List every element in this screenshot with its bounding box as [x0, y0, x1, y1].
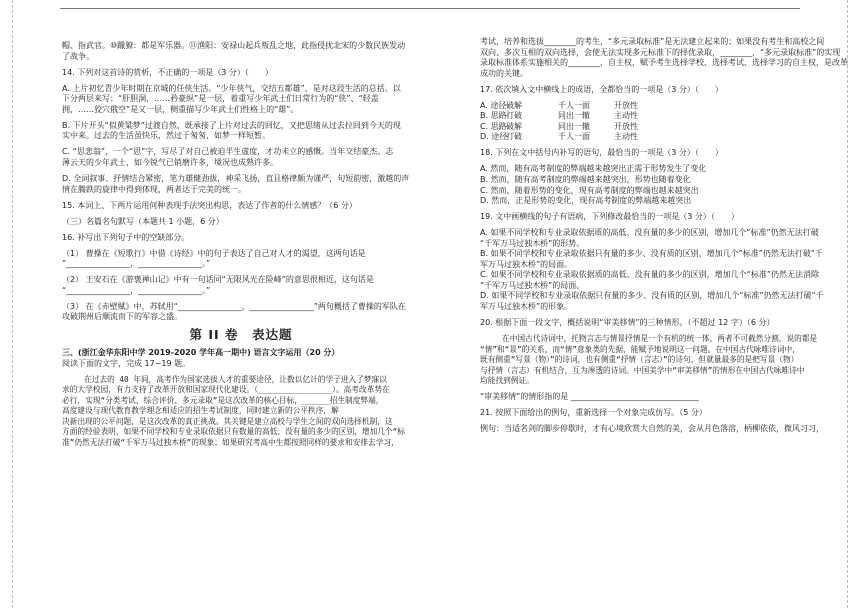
text-line: 在过去的 40 年间，高考作为国家选拔人才的重要途径，让数以亿计的学子进入了梦寐以 [84, 374, 387, 384]
text-line: 15. 本词上、下两片运用何种表现手法突出构思，表达了作者的什么情感？（6 分） [62, 200, 357, 210]
text-line: 例句：当适名剑的脚步停歇时，才有心境欣赏大自然的美，会从月色落溶，柄柳依依，微风习习， [480, 424, 824, 434]
text-line: “情”和“景”的关系，而“情”意象类的先据，能赋予地说明这一问题。在中国古代咏唯诗词中， [480, 344, 800, 354]
option-cell: A. 途径 [480, 100, 507, 110]
option-cell: 破解 [506, 121, 522, 131]
text-line: 高度建设与现代教育教学理念相适应的招生考试制度，同时建立新的公平秩序，解 [62, 406, 339, 416]
text-line: C. 如果不同学校和专业录取依据质的高低、没有量的多少的区别，增加几个“标准”仍然无法消除 [480, 270, 819, 280]
text-line: 与抒情（言志）有机结合，互为渗透的诗词。中国美学中“审美移情”的情形在中国古代咏唯诗中 [480, 365, 805, 375]
text-line: C. “思悲翁”，一个“思”字，写尽了对自己被迫半生虚度，才功未立的感慨。当年交结豪杰、志 [62, 147, 394, 157]
text-line: 既有侧重“写景（物）”的诗词，也有侧重“抒情（言志）”的诗句，但就量最多的是把写景（物） [480, 355, 799, 365]
right-column [480, 0, 848, 608]
text-line: 14. 下列对这首诗的赏析，不正确的一项是（3 分）（ ） [62, 67, 273, 77]
text-line: 录取标准体系实施相关的________，自主权，赋予考生选择学校、选择考试、选择学习的自主权，是改革 [480, 58, 848, 68]
text-line: 必行，实现“分类考试、综合评价、多元录取”是这次改革的核心目标，______招生制度弊端， [62, 395, 384, 405]
volume-heading: 第 II 卷 表达题 [189, 326, 293, 342]
text-line: 17. 依次填入文中横线上的成语，全都恰当的一项是（3 分）（ ） [480, 84, 723, 94]
answer-option-row [480, 111, 810, 122]
text-line: 求的大学校园，有力支持了改革开放和国家现代化建设。（________________）。高考改革势在 [62, 385, 390, 395]
option-cell: C. 思路 [480, 121, 507, 131]
text-line: D. 全词叙事、抒情结合紧密，笔力雄健劲拔，神采飞扬，直且格律颇为谨严，句短韵密，激越的声 [62, 173, 410, 183]
text-line: （1） 曹操在《短歌行》中借《诗经》中的句子表达了自己对人才的渴望，这两句话是 [62, 248, 366, 258]
option-cell: 主动性 [614, 111, 638, 121]
text-line: 在中国古代诗词中，托物言志与情景抒情是一个有机的统一体，两者不可截然分割，说的都是 [502, 334, 818, 344]
text-line: 攻破荆州后顺流而下的军容之盛。 [62, 312, 182, 322]
text-line: 准”仍然无法打破“千军万马过独木桥”的现象；如果研究考高中生都按照同样的要求和安排去学习， [62, 437, 399, 447]
text-line: 20. 根据下面一段文字，概括说明“审美移情”的三种情形。（不超过 12 字）（6 分） [480, 318, 775, 328]
text-line: 军万马过独木桥”的局面。 [480, 259, 573, 269]
text-line: 21. 按照下面给出的例句，重新选择一个对象完成仿写。（5 分） [480, 408, 707, 418]
text-line: 情在腾跌的旋律中得到体现，两者达于完美的统一。 [62, 184, 246, 194]
option-cell: D. 途径 [480, 132, 508, 142]
text-line: A. 如果不同学校和专业录取依据质的高低、没有量的多少的区别，增加几个“标准”仍然无法打破 [480, 228, 819, 238]
binding-margin-left [12, 0, 13, 608]
text-line: D. 如果不同学校和专业录取依据只有量的多少、没有质的区别，增加几个“标准”仍然无法打破“千 [480, 291, 824, 301]
text-line: 军万马过独木桥”的形象。 [480, 302, 573, 312]
answer-option-row [480, 101, 810, 112]
text-line: “________________，________________。” [62, 259, 211, 269]
text-line: 16. 补写出下列句子中的空缺部分。 [62, 232, 190, 242]
text-line: 薄云天的少年武士，如今锐气已销磨许多，境况也成熟许多。 [62, 157, 278, 167]
text-line: C. 然而，随着形势的变化，现有高考制度的弊端也越来越突出 [480, 185, 699, 195]
text-line: 了战争。 [62, 51, 94, 61]
binding-margin-right [847, 0, 848, 608]
text-line: “千军万马过独木桥”的形势。 [480, 238, 585, 248]
text-line: 18. 下列在文中括号内补写的语句，最恰当的一项是（3 分）（ ） [480, 148, 723, 158]
text-line: 19. 文中画横线的句子有语病，下列修改最恰当的一项是（3 分）（ ） [480, 212, 739, 222]
answer-option-row [480, 122, 810, 133]
text-line: 拥，……狡穴俄空”是又一层，侧重描写少年武士们性格上的“雄”。 [62, 104, 299, 114]
option-cell: 千人一面 [558, 100, 590, 110]
text-line: 考试，培养和选拔________的考生，“多元录取标准”是无法建立起来的；如果没有考生和高校之间 [480, 37, 825, 46]
option-cell: 同出一辙 [558, 121, 590, 131]
left-column [62, 0, 420, 608]
text-line: 三、(浙江金华东阳中学 2019-2020 学年高一期中) 语言文字运用（20 分） [62, 347, 340, 357]
text-line: “审美移情”的情形指的是 ________________________________ [480, 392, 699, 402]
option-cell: 千人一面 [558, 132, 590, 142]
text-line: 双向、多次互相的双向选择，会使无法实现多元标准下的择优录取，________，“多元录取标准”的实现 [480, 47, 841, 57]
text-line: B. 如果不同学校和专业录取依据只有量的多少、没有质的区别，增加几个“标准”仍然无法打破“千 [480, 249, 824, 259]
text-line: 帽、指武官。⑩躐獠：都是军乐器。⑪渔阳：安禄山起兵叛乱之地，此指侵扰北宋的少数民族发动 [62, 41, 406, 50]
text-line: 方面的经验表明，如果不同学校和专业录取依据只有数量的高低、没有量的多少的区别，增加几个“标 [62, 427, 405, 437]
text-line: D. 然而，正是形势的变化，现有高考制度的弊端越来越突出 [480, 196, 692, 206]
text-line: 决新出现的公平问题，是这次改革的真正挑战。其关键是建立高校与学生之间的双向选择机制，这 [62, 416, 393, 426]
text-line: “________________，________________。” [62, 285, 211, 295]
option-cell: 破解 [506, 100, 522, 110]
answer-option-row [480, 132, 810, 143]
option-cell: 打破 [506, 132, 522, 142]
option-cell: 打破 [506, 111, 522, 121]
text-line: A. 上片初忆青少年时期在京城的任侠生活。“少年侠气，交结五都雄”，是对这段生活的总括。以 [62, 83, 401, 93]
text-line: 阅读下面的文字，完成 17~19 题。 [62, 358, 191, 368]
text-line: 成功的关键。 [480, 68, 528, 78]
option-cell: 开放性 [614, 100, 638, 110]
text-line: 实中来。过去的生活虽快乐，然过于匆匆，如梦一样短暂。 [62, 131, 270, 141]
text-line: 下分两层来写：“肝胆洞，……矜豪纵”是一层，着重写少年武士们日常行为的“侠”、“轻盖 [62, 94, 379, 104]
text-line: 均能找到例证。 [480, 376, 534, 386]
text-line: （3） 在《赤壁赋》中，苏轼用“________________，________________”两句概括了曹操的军队在 [62, 301, 406, 311]
text-line: A. 然而，随有高考制度的弊端越来越突出正需于形势发生了变化 [480, 164, 707, 174]
text-line: （2） 王安石在《游褒禅山记》中有一句话同“无限风光在险峰”的意思很相近，这句话是 [62, 275, 374, 285]
option-cell: B. 思路 [480, 111, 507, 121]
option-cell: 主动性 [614, 132, 638, 142]
text-line: “千军万马过独木桥”的局面。 [480, 280, 585, 290]
text-line: （三）名篇名句默写（本题共 1 小题，6 分） [62, 216, 224, 226]
text-line: B. 然而，随有高考制度的弊端越来越突出，形势也随着变化 [480, 175, 691, 185]
option-cell: 同出一辙 [558, 111, 590, 121]
option-cell: 开放性 [614, 121, 638, 131]
text-line: B. 下片开头“似黄粱梦”过渡自然，既承接了上片对过去的回忆，又把思绪从过去拉回到今天的现 [62, 120, 401, 130]
